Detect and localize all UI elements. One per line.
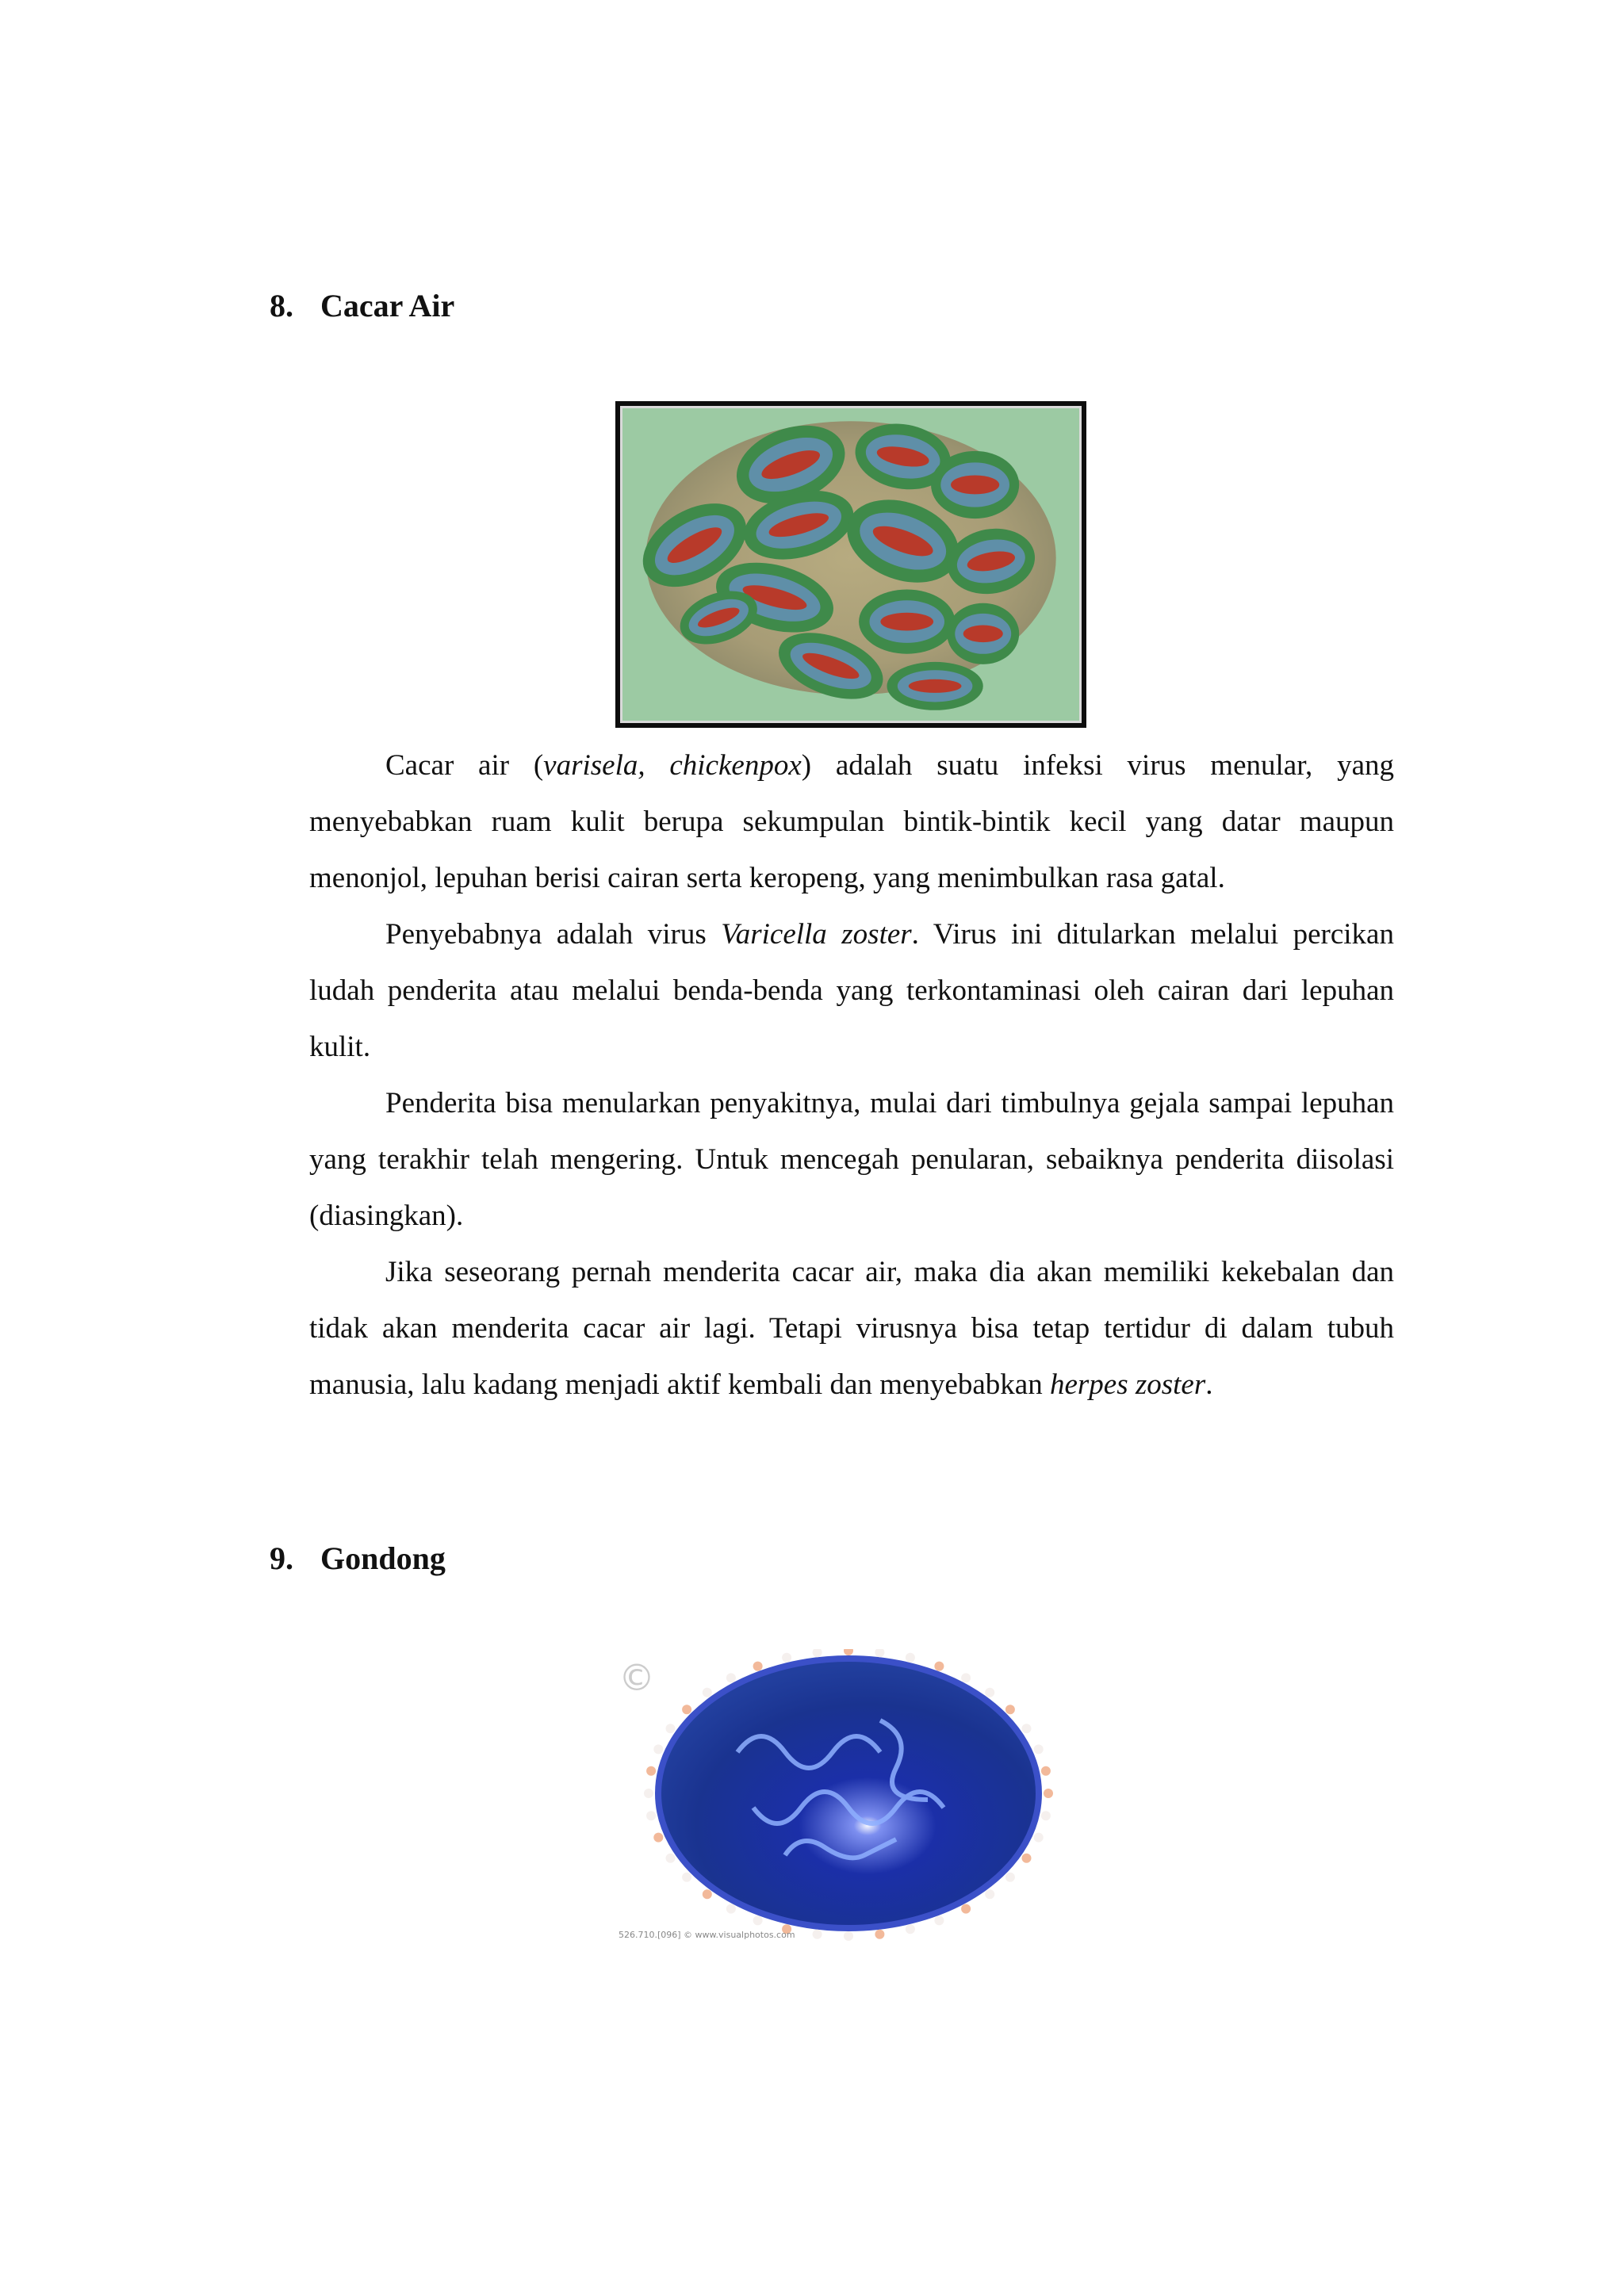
paragraph-text: Cacar air (	[385, 749, 544, 782]
paragraph-text: ) adalah suatu infeksi virus menular, yang menyebabkan ruam kulit berupa sekumpulan bintik-bintik kecil yang datar maupun menonjol, lepuhan berisi cairan serta keropeng, yang menimbulkan rasa gatal.	[309, 749, 1394, 894]
paragraph	[309, 737, 1394, 906]
paragraph	[309, 1244, 1394, 1413]
section-9-number: 9.	[270, 1540, 293, 1576]
section-8-body	[309, 737, 1394, 1413]
italic-term: herpes zoster	[1049, 1368, 1206, 1401]
paragraph-text: Jika seseorang pernah menderita cacar air, maka dia akan memiliki kekebalan dan tidak akan menderita cacar air lagi. Tetapi virusnya bisa tetap tertidur di dalam tubuh manusia, lalu kadang menjadi aktif kembali dan menyebabkan	[309, 1256, 1394, 1401]
paragraph	[309, 906, 1394, 1075]
section-9-title: Gondong	[320, 1540, 446, 1576]
image-credit-caption: 526.710.[096] © www.visualphotos.com	[619, 1930, 795, 1940]
italic-term: varisela, chickenpox	[543, 749, 802, 782]
mumps-virus-image	[579, 1649, 1118, 1942]
chickenpox-virus-image	[615, 401, 1086, 728]
section-9-heading	[270, 1540, 446, 1578]
italic-term: Varicella zoster	[721, 918, 912, 951]
copyright-watermark: ©	[619, 1656, 655, 1699]
paragraph-text: .	[1205, 1368, 1213, 1401]
section-8-title: Cacar Air	[320, 288, 455, 323]
paragraph-text: Penyebabnya adalah virus	[385, 918, 722, 951]
section-8-heading	[270, 287, 454, 325]
paragraph-text: . Virus ini ditularkan melalui percikan ludah penderita atau melalui benda-benda yang terkontaminasi oleh cairan dari lepuhan kulit.	[309, 918, 1394, 1063]
paragraph-text: Penderita bisa menularkan penyakitnya, mulai dari timbulnya gejala sampai lepuhan yang terakhir telah mengering. Untuk mencegah penularan, sebaiknya penderita diisolasi (diasingkan).	[309, 1087, 1394, 1232]
paragraph	[309, 1075, 1394, 1244]
section-8-number: 8.	[270, 288, 293, 323]
